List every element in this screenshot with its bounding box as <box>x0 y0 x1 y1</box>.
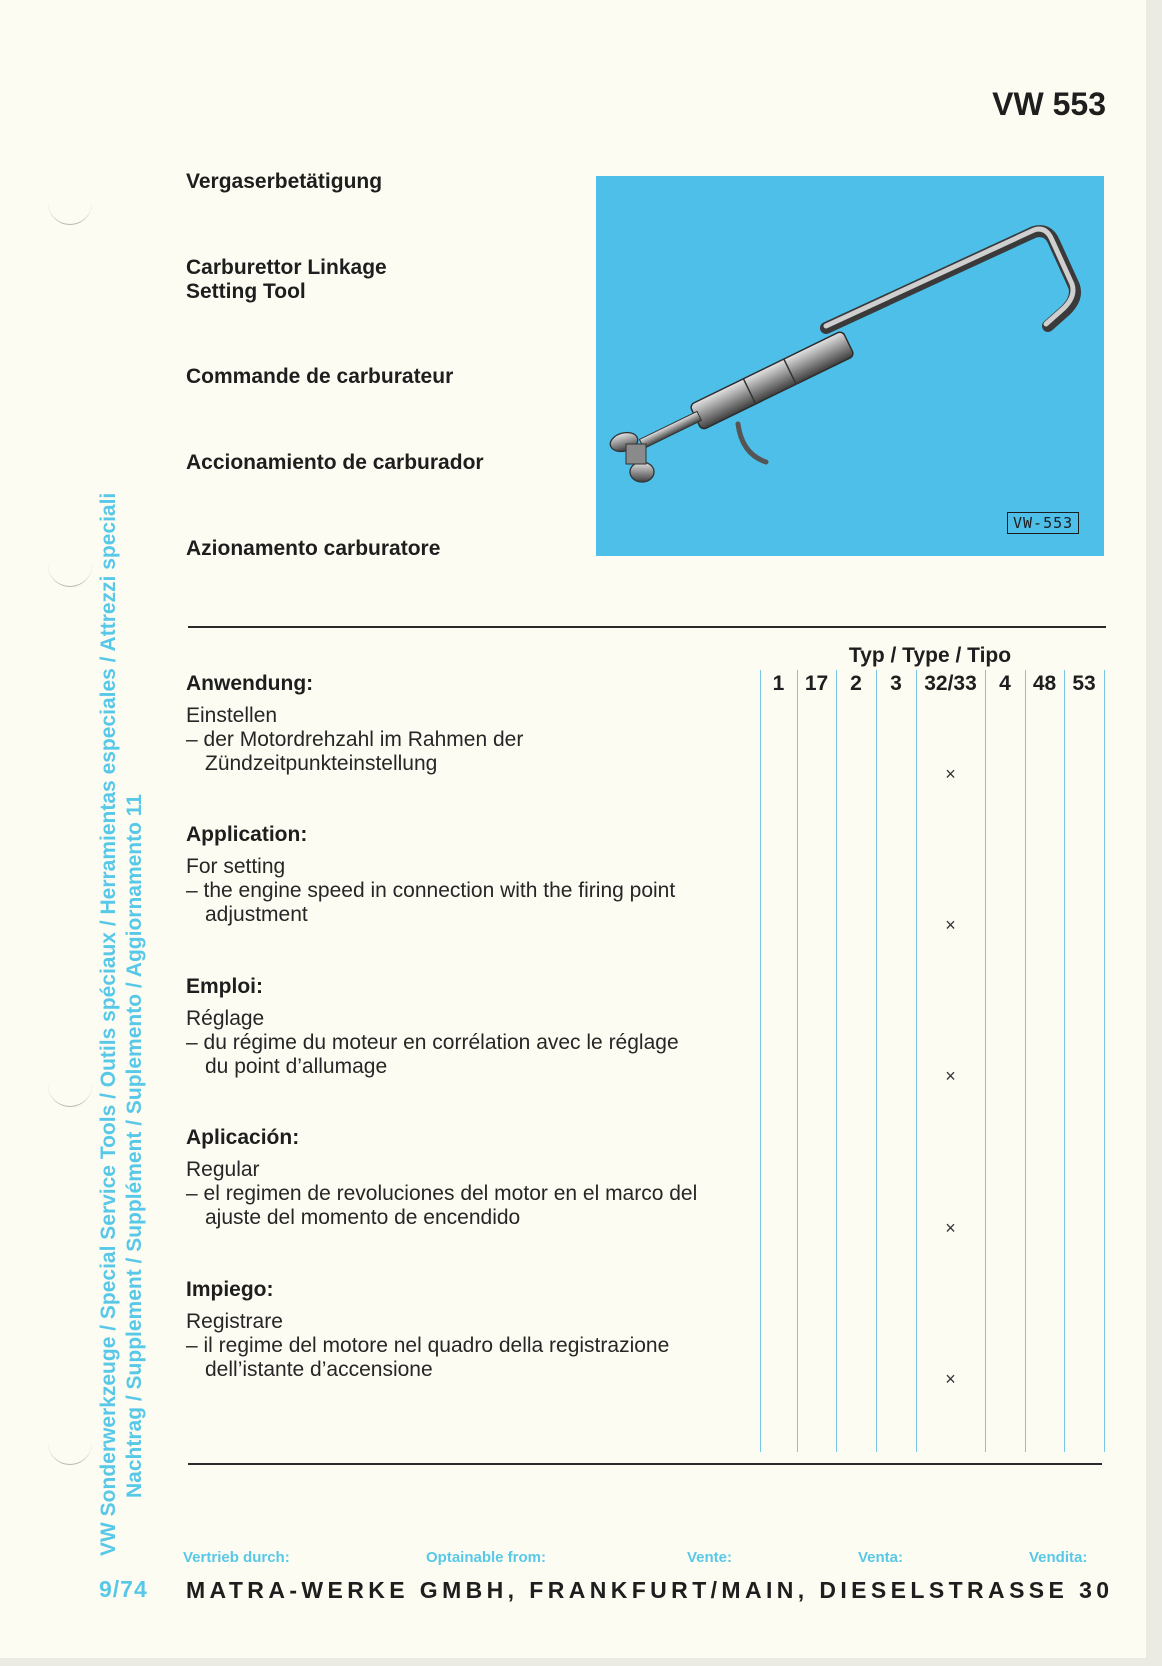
section-heading: Emploi: <box>186 975 263 998</box>
type-column-line <box>760 670 761 1452</box>
type-column-label: 3 <box>890 672 902 695</box>
section-intro: Regular <box>186 1158 260 1181</box>
type-check-mark: × <box>945 1066 956 1086</box>
section-heading: Aplicación: <box>186 1126 300 1149</box>
type-column-label: 4 <box>999 672 1011 695</box>
title-french: Commande de carburateur <box>186 365 454 388</box>
type-column-line <box>916 670 917 1452</box>
section-intro: For setting <box>186 855 286 878</box>
section-intro: Registrare <box>186 1310 283 1333</box>
type-column-label: 1 <box>772 672 785 695</box>
sidebar-vertical-text <box>96 493 148 1556</box>
application-section <box>186 823 706 927</box>
type-check-mark: × <box>945 764 956 784</box>
type-column-line <box>876 670 877 1452</box>
edition-date: 9/74 <box>99 1576 148 1602</box>
distributor-address: MATRA-WERKE GMBH, FRANKFURT/MAIN, DIESELSTRASSE 30 <box>186 1577 1114 1603</box>
footer-label-italian: Vendita: <box>1029 1549 1088 1566</box>
footer-label-french: Vente: <box>687 1549 733 1566</box>
top-divider <box>188 626 1106 628</box>
type-column-label: 17 <box>804 672 829 695</box>
title-spanish: Accionamiento de carburador <box>186 451 484 474</box>
type-column-label: 53 <box>1072 672 1096 695</box>
punch-hole-icon <box>48 1440 92 1465</box>
type-column-label: 32/33 <box>924 672 977 695</box>
punch-hole-icon <box>48 1082 92 1107</box>
type-check-mark: × <box>945 1218 956 1238</box>
document-code: VW 553 <box>992 86 1106 122</box>
title-english-line2: Setting Tool <box>186 280 306 303</box>
section-detail: – der Motordrehzahl im Rahmen der Zündzeitpunkteinstellung <box>186 728 524 775</box>
type-column-line <box>797 670 798 1452</box>
application-section <box>186 672 706 776</box>
application-section <box>186 1126 706 1230</box>
type-column-line <box>836 670 837 1452</box>
section-heading: Application: <box>186 823 308 846</box>
type-column-line <box>985 670 986 1452</box>
section-detail: – du régime du moteur en corrélation avec le réglage du point d’allumage <box>186 1031 679 1078</box>
section-intro: Réglage <box>186 1007 265 1030</box>
type-check-mark: × <box>945 1369 956 1389</box>
type-check-mark: × <box>945 915 956 935</box>
section-intro: Einstellen <box>186 704 278 727</box>
title-italian: Azionamento carburatore <box>186 537 441 560</box>
type-column-line <box>1064 670 1065 1452</box>
application-section <box>186 1278 706 1382</box>
footer-label-spanish: Venta: <box>858 1549 904 1566</box>
section-detail: – il regime del motore nel quadro della registrazione dell’istante d’accensione <box>186 1334 670 1381</box>
page-edge-bottom <box>0 1658 1162 1666</box>
type-table-header: Typ / Type / Tipo <box>848 644 1012 667</box>
product-photo <box>596 176 1104 556</box>
type-column-line <box>1025 670 1026 1452</box>
punch-hole-icon <box>48 562 92 587</box>
sidebar-line-categories: VW Sonderwerkzeuge / Special Service Tools / Outils spéciaux / Herramientas especiales / Attrezzi speciali <box>97 492 120 1556</box>
footer-label-german: Vertrieb durch: <box>183 1549 290 1566</box>
application-section <box>186 975 706 1079</box>
punch-hole-icon <box>48 200 92 225</box>
section-detail: – el regimen de revoluciones del motor en el marco del ajuste del momento de encendido <box>186 1182 698 1229</box>
tool-icon <box>596 176 1104 556</box>
photo-part-label: VW-553 <box>1007 512 1079 534</box>
type-column-line <box>1104 670 1105 1452</box>
page-edge-right <box>1146 0 1162 1666</box>
sidebar-line-supplement: Nachtrag / Supplement / Supplément / Suplemento / Aggiornamento 11 <box>123 794 146 1498</box>
footer-label-english: Optainable from: <box>426 1549 547 1566</box>
title-english-line1: Carburettor Linkage <box>186 256 387 279</box>
type-column-label: 48 <box>1032 672 1057 695</box>
section-heading: Impiego: <box>186 1278 274 1301</box>
bottom-divider <box>188 1463 1102 1465</box>
title-german: Vergaserbetätigung <box>186 170 383 193</box>
section-detail: – the engine speed in connection with the firing point adjustment <box>186 879 676 926</box>
type-column-label: 2 <box>850 672 862 695</box>
section-heading: Anwendung: <box>186 672 314 695</box>
